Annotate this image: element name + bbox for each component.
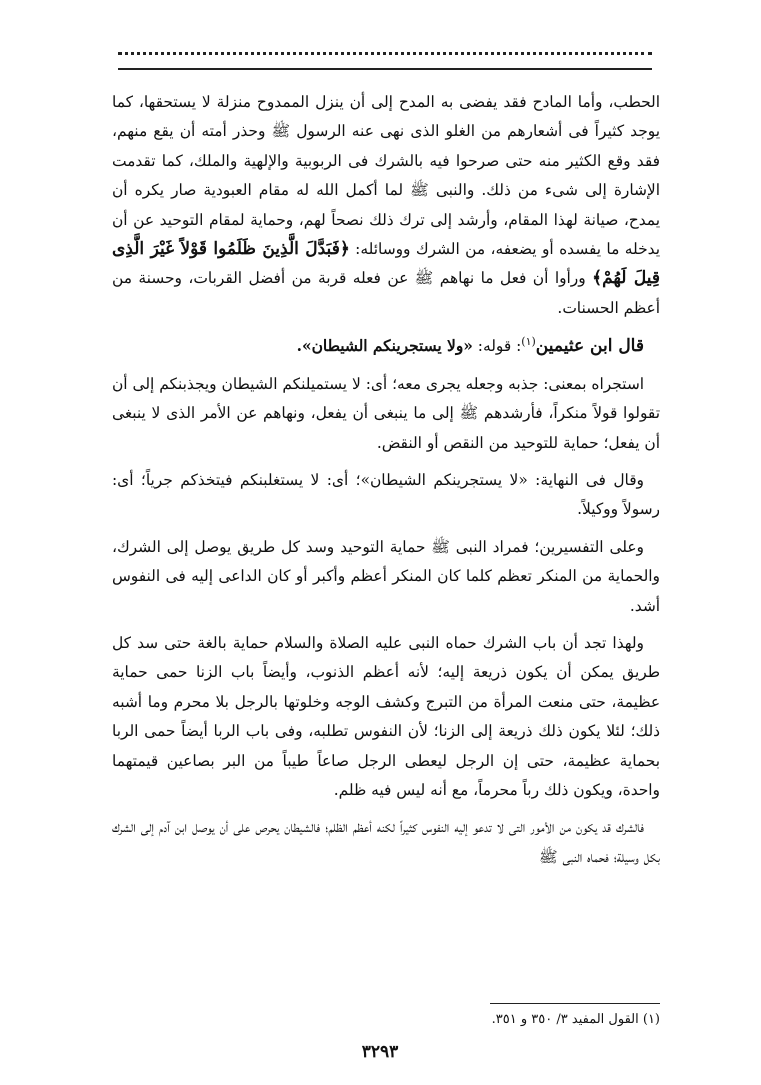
speaker-name: قال ابن عثيمين [535,336,644,357]
footnote-ref: (١) [521,335,536,349]
footnote: (١) القول المفيد ٣/ ٣٥٠ و ٣٥١. [491,1012,660,1027]
paragraph-4: وعلى التفسيرين؛ فمراد النبى ﷺ حماية التوحيد وسد كل طريق يوصل إلى الشرك، والحماية من المنكر تعظم كلما كان المنكر أعظم وأكبر أو كان الداعى إليه فى النفوس أشد. [112,537,660,615]
speaker-colon: : قوله: [472,337,522,356]
paragraph-3: وقال فى النهاية: «لا يستجرينكم الشيطان»؛ أى: لا يستغلبنكم فيتخذكم جرياً؛ أى: رسولاً ووكيلاً. [112,471,660,519]
paragraph-5: ولهذا تجد أن باب الشرك حماه النبى عليه الصلاة والسلام حماية بالغة حتى سد كل طريق يمكن أن يكون ذريعة إليه؛ لأنه أعظم الذنوب، وأيضاً باب الزنا حمى حماية عظيمة، حتى منعت المرأة من التبرج وكشف الوجه وخلوتها بالرجل بلا محرم وما أشبه ذلك؛ لئلا يكون ذلك ذريعة إلى الزنا؛ لأن النفوس تطلبه، وفى باب الربا أيضاً حمى الربا بحماية عظيمة، حتى إن الرجل ليعطى الرجل صاعاً طيباً من البر بصاعين قيمتهما واحدة، ويكون ذلك رباً محرماً، مع أنه ليس فيه ظلم. [112,634,660,800]
quran-verse: ﴿فَبَدَّلَ الَّذِينَ ظَلَمُوا قَوْلاً غَيْرَ الَّذِى قِيلَ لَهُمْ﴾ [112,239,660,289]
footnote-rule [490,1003,660,1004]
header-dotted-line [118,52,652,55]
paragraph-6: فالشرك قد يكون من الأمور التى لا تدعو إليه النفوس كثيراً لكنه أعظم الظلم؛ فالشيطان يحرص على أن يوصل ابن آدم إلى الشرك بكل وسيلة؛ فحماه النبى ﷺ [112,818,660,866]
speaker-line [112,327,660,362]
speaker-quote: «ولا يستجرينكم الشيطان». [296,337,473,356]
header-rule [118,68,652,70]
paragraph-2: استجراه بمعنى: جذبه وجعله يجرى معه؛ أى: لا يستميلنكم الشيطان ويجذبنكم إلى أن تقولوا قولاً منكراً، فأرشدهم ﷺ إلى ما ينبغى أن يفعل، ونهاهم عن الأمر الذى لا ينبغى أن يفعل؛ حماية للتوحيد من النقص أو النقض. [112,374,660,452]
page-number: ٣٢٩٣ [361,1042,399,1062]
paragraph-1-end: ورأوا أن فعل ما نهاهم ﷺ عن فعله قربة من أفضل القربات، وحسنة من أعظم الحسنات. [112,269,660,317]
paragraph-1-text: الحطب، وأما المادح فقد يفضى به المدح إلى أن ينزل الممدوح منزلة لا يستحقها، كما يوجد كثيراً فى أشعارهم من الغلو الذى نهى عنه الرسول ﷺ وحذر أمته أن يقع منهم، فقد وقع الكثير منه حتى صرحوا فيه بالشرك فى الربوبية والإلهية والملك، كما تقدمت الإشارة إلى شىء من ذلك. والنبى ﷺ لما أكمل الله له مقام العبودية صار يكره أن يمدح، صيانة لهذا المقام، وأرشد إلى ترك ذلك نصحاً لهم، وحماية لمقام التوحيد عن أن يدخله ما يفسده أو يضعفه، من الشرك ووسائله: [112,93,660,259]
paragraph-1 [112,88,660,323]
main-text [112,88,660,880]
